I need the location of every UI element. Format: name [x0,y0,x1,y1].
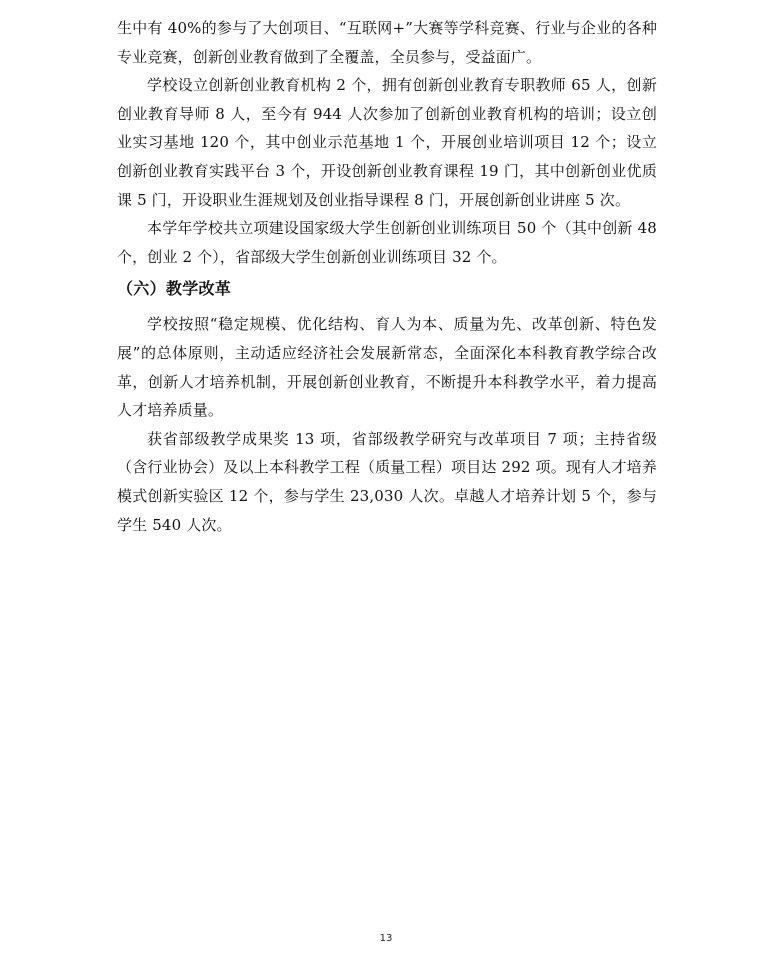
page-number: 13 [379,933,393,944]
paragraph-reform-principles: 学校按照“稳定规模、优化结构、育人为本、质量为先、改革创新、特色发展”的总体原则，主动适应经济社会发展新常态，全面深化本科教育教学综合改革，创新人才培养机制，开展创新创业教育，不断提升本科教学水平，着力提高人才培养质量。 [117,315,657,420]
paragraph-continuation: 生中有 40%的参与了大创项目、“互联网+”大赛等学科竞赛、行业与企业的各种专业竞赛，创新创业教育做到了全覆盖，全员参与，受益面广。 [117,19,657,66]
paragraph-training-projects: 本学年学校共立项建设国家级大学生创新创业训练项目 50 个（其中创新 48 个，创业 2 个），省部级大学生创新创业训练项目 32 个。 [117,219,657,266]
paragraph-innovation-institutions: 学校设立创新创业教育机构 2 个，拥有创新创业教育专职教师 65 人，创新创业教育导师 8 人，至今有 944 人次参加了创新创业教育机构的培训；设立创业实习基地 120 个，其中创业示范基地 1 个，开展创业培训项目 12 个；设立创新创业教育实践平台 3 个，开设创新创业教育课程 19 门，其中创新创业优质课 5 门，开设职业生涯规划及创业指导课程 8 门，开展创新创业讲座 5 次。 [117,76,657,209]
page-content [117,14,657,539]
paragraph-reform-achievements: 获省部级教学成果奖 13 项，省部级教学研究与改革项目 7 项；主持省级（含行业协会）及以上本科教学工程（质量工程）项目达 292 项。现有人才培养模式创新实验区 12 个，参与学生 23,030 人次。卓越人才培养计划 5 个，参与学生 540 人次。 [117,429,657,534]
section-heading-teaching-reform: （六）教学改革 [117,279,232,299]
